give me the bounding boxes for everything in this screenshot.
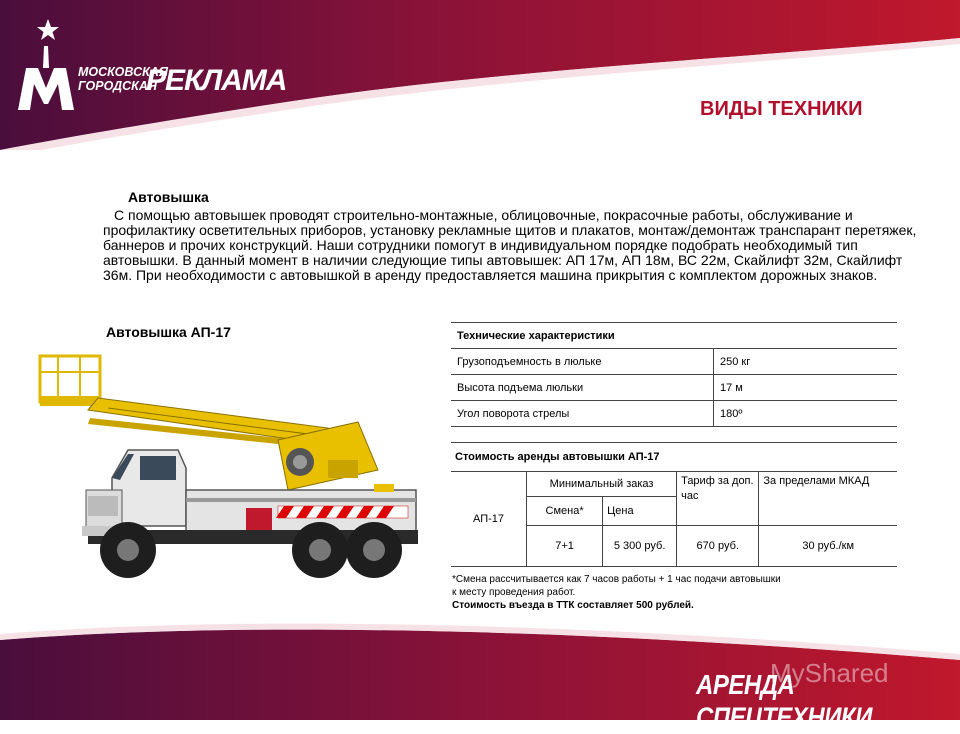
- rent-min-order: Минимальный заказ: [527, 472, 677, 497]
- table-row: [451, 375, 897, 401]
- rent-shift-value: 7+1: [527, 526, 603, 567]
- specs-header: Технические характеристики: [451, 323, 897, 349]
- rent-price: Цена: [603, 497, 677, 526]
- rent-model: АП-17: [451, 472, 527, 567]
- intro-body: С помощью автовышек проводят строительно-монтажные, облицовочные, покрасочные работы, обслуживание и профилактику осветительных приборов, установку рекламные щитов и плакатов, монтаж/демонтаж транспарант перетяжек, баннеров и прочих конструкций. Наши сотрудники помогут в индивидуальном порядке подобрать необходимый тип автовышки. В данный момент в наличии следующие типы автовышек: АП 17м, АП 18м, ВС 22м, Скайлифт 32м, Скайлифт 36м. При необходимости с автовышкой в аренду предоставляется машина прикрытия с комплектом дорожных знаков.: [103, 207, 917, 283]
- rent-outside-mkad: За пределами МКАД: [759, 472, 897, 526]
- logo-line-2: ГОРОДСКАЯ: [78, 79, 158, 93]
- note-line-1: *Смена рассчитывается как 7 часов работы + 1 час подачи автовышки: [452, 574, 781, 585]
- table-row: [451, 401, 897, 427]
- company-logo: [18, 18, 287, 108]
- spec-name: Высота подъема люльки: [451, 375, 714, 401]
- specs-table: [451, 322, 897, 427]
- note-line-3: Стоимость въезда в ТТК составляет 500 рублей.: [452, 600, 694, 611]
- note-line-2: к месту проведения работ.: [452, 587, 576, 598]
- truck-subtitle: Автовышка АП-17: [106, 324, 231, 340]
- footer-title: АРЕНДА СПЕЦТЕХНИКИ: [696, 670, 872, 734]
- spec-name: Грузоподъемность в люльке: [451, 349, 714, 375]
- rent-table: [451, 442, 897, 567]
- table-row: [451, 349, 897, 375]
- spec-value: 250 кг: [714, 349, 898, 375]
- page-title: ВИДЫ ТЕХНИКИ: [700, 98, 863, 120]
- specs-header-row: [451, 323, 897, 349]
- notes: [452, 573, 781, 612]
- logo-line-1: МОСКОВСКАЯ: [78, 65, 168, 79]
- rent-shift: Смена*: [527, 497, 603, 526]
- spec-value: 17 м: [714, 375, 898, 401]
- rent-price-value: 5 300 руб.: [603, 526, 677, 567]
- table-row: [451, 472, 897, 497]
- star-icon: [36, 18, 60, 42]
- watermark: MyShared: [770, 658, 889, 688]
- truck-image: [28, 350, 438, 598]
- spec-name: Угол поворота стрелы: [451, 401, 714, 427]
- logo-m-icon: [18, 46, 74, 110]
- logo-big-text: РЕКЛАМА: [146, 64, 287, 97]
- rent-header-row: [451, 443, 897, 472]
- rent-header: Стоимость аренды автовышки АП-17: [451, 443, 897, 472]
- intro-title: Автовышка: [128, 189, 209, 205]
- spec-value: 180º: [714, 401, 898, 427]
- rent-tariff-value: 670 руб.: [677, 526, 759, 567]
- rent-tariff: Тариф за доп. час: [677, 472, 759, 526]
- rent-outside-value: 30 руб./км: [759, 526, 897, 567]
